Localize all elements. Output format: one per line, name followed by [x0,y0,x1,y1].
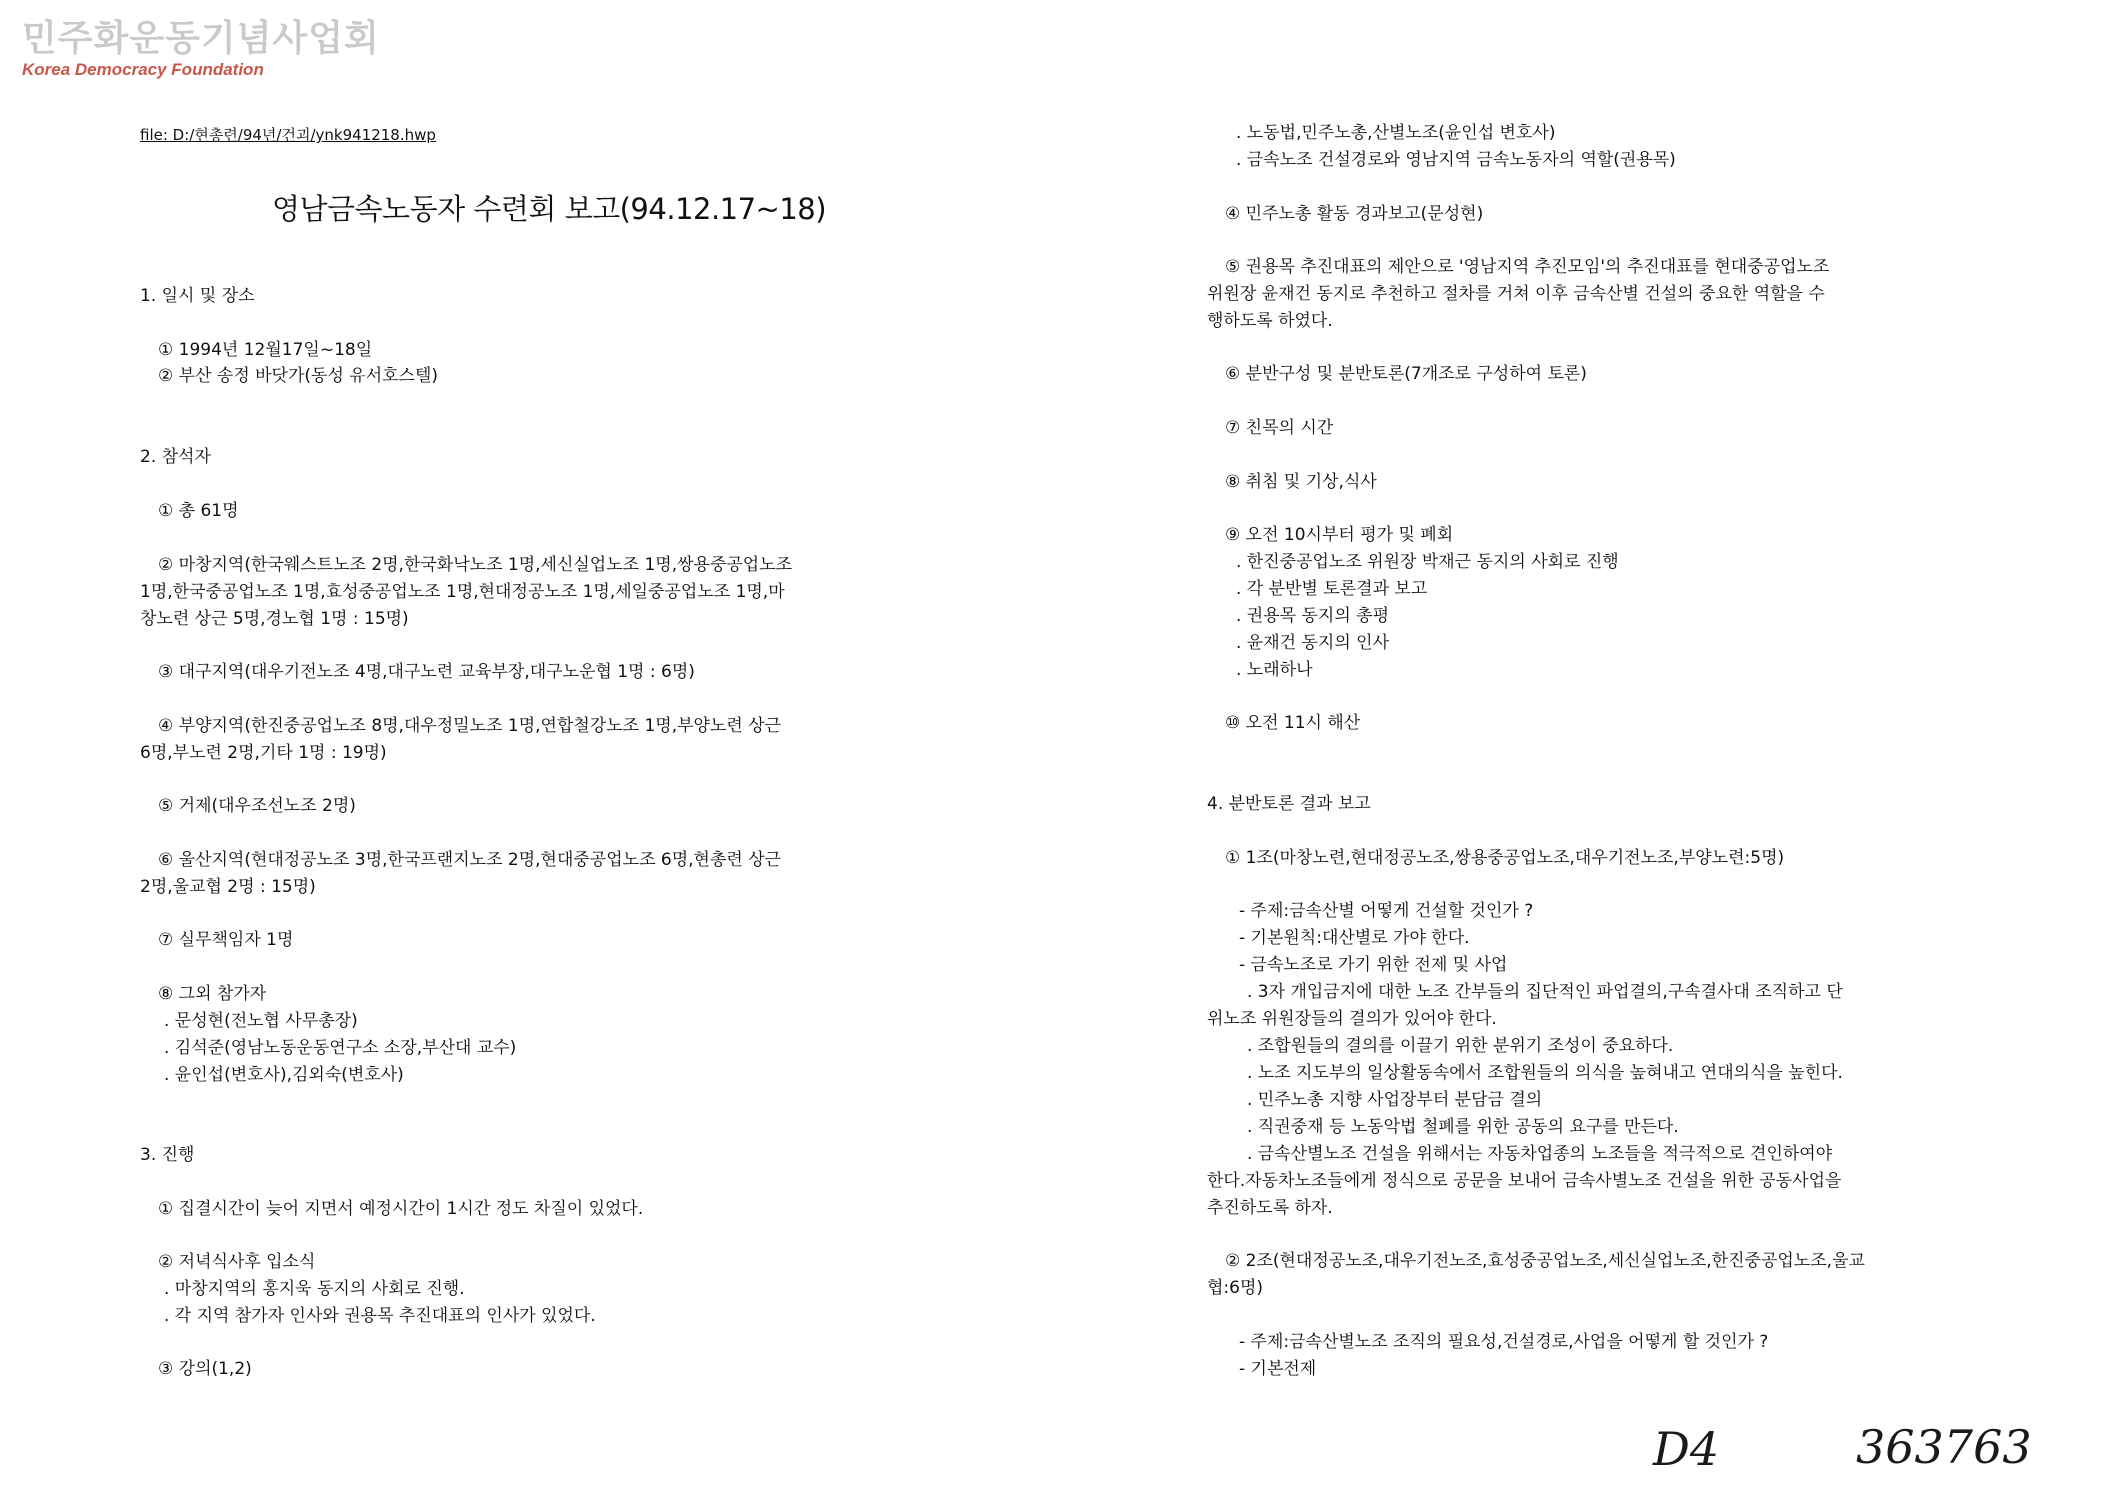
text-line: . 노조 지도부의 일상활동속에서 조합원들의 의식을 높혀내고 연대의식을 높힌다. [1247,1063,1843,1083]
text-line: - 주제:금속산별 어떻게 건설할 것인가 ? [1239,901,1534,921]
text-line: . 3자 개입금지에 대한 노조 간부들의 집단적인 파업결의,구속결사대 조직하고 단 [1247,982,1843,1002]
text-line: ⑧ 그외 참가자 [158,984,267,1004]
text-line: ⑦ 실무책임자 1명 [158,930,294,950]
text-line: . 윤인섭(변호사),김외숙(변호사) [164,1065,404,1085]
text-line: - 기본전제 [1239,1359,1317,1379]
text-line: ② 부산 송정 바닷가(동성 유서호스텔) [158,366,439,386]
text-line: . 민주노총 지향 사업장부터 분담금 결의 [1247,1090,1543,1110]
text-line: ② 마창지역(한국웨스트노조 2명,한국화낙노조 1명,세신실업노조 1명,쌍용중공업노조 [158,555,793,575]
text-line: 창노련 상근 5명,경노협 1명 : 15명) [140,609,409,629]
text-line: . 김석준(영남노동운동연구소 소장,부산대 교수) [164,1038,517,1058]
text-line: ⑧ 취침 및 기상,식사 [1225,472,1377,492]
text-line: ⑥ 울산지역(현대정공노조 3명,한국프랜지노조 2명,현대중공업노조 6명,현총련 상근 [158,850,782,870]
text-line: . 한진중공업노조 위원장 박재근 동지의 사회로 진행 [1236,552,1619,572]
text-line: 협:6명) [1207,1278,1264,1298]
handwritten-mark: D4 [1653,1422,1720,1476]
text-line: 위노조 위원장들의 결의가 있어야 한다. [1207,1009,1497,1029]
text-line: ① 집결시간이 늦어 지면서 예정시간이 1시간 정도 차질이 있었다. [158,1199,644,1219]
text-line: ④ 부양지역(한진중공업노조 8명,대우정밀노조 1명,연합철강노조 1명,부양노련 상근 [158,716,782,736]
text-line: . 노래하나 [1236,660,1313,680]
text-line: - 기본원칙:대산별로 가야 한다. [1239,928,1470,948]
text-line: ② 2조(현대정공노조,대우기전노조,효성중공업노조,세신실업노조,한진중공업노조,울교 [1225,1251,1865,1271]
text-line: ① 1조(마창노련,현대정공노조,쌍용중공업노조,대우기전노조,부양노련:5명) [1225,848,1785,868]
text-line: 행하도록 하였다. [1207,311,1333,331]
text-line: 위원장 윤재건 동지로 추천하고 절차를 거쳐 이후 금속산별 건설의 중요한 역할을 수 [1207,284,1825,304]
text-line: 한다.자동차노조들에게 정식으로 공문을 보내어 금속사별노조 건설을 위한 공동사업을 [1207,1171,1842,1191]
handwritten-number: 363763 [1856,1420,2032,1474]
logo-korean-text: 민주화운동기념사업회 [22,17,380,59]
text-line: 추진하도록 하자. [1207,1198,1333,1218]
text-line: ③ 대구지역(대우기전노조 4명,대구노련 교육부장,대구노운협 1명 : 6명) [158,662,695,682]
text-line: ⑦ 친목의 시간 [1225,418,1334,438]
document-title: 영남금속노동자 수련회 보고(94.12.17~18) [272,192,827,226]
text-line: ⑤ 거제(대우조선노조 2명) [158,796,356,816]
text-line: ④ 민주노총 활동 경과보고(문성현) [1225,204,1484,224]
right-page [1051,0,2103,1498]
section-heading: 1. 일시 및 장소 [140,286,255,306]
text-line: . 마창지역의 홍지욱 동지의 사회로 진행. [164,1279,465,1299]
text-line: 1명,한국중공업노조 1명,효성중공업노조 1명,현대정공노조 1명,세일중공업노조 1명,마 [140,582,785,602]
file-path: file: D:/현총련/94년/건괴/ynk941218.hwp [140,126,436,144]
text-line: . 권용목 동지의 총평 [1236,606,1389,626]
text-line: . 금속산별노조 건설을 위해서는 자동차업종의 노조들을 적극적으로 견인하여야 [1247,1144,1833,1164]
logo-english-text: Korea Democracy Foundation [22,60,264,79]
text-line: - 주제:금속산별노조 조직의 필요성,건설경로,사업을 어떻게 할 것인가 ? [1239,1332,1769,1352]
text-line: . 노동법,민주노총,산별노조(윤인섭 변호사) [1236,123,1556,143]
text-line: ⑨ 오전 10시부터 평가 및 폐회 [1225,525,1454,545]
text-line: . 문성현(전노협 사무총장) [164,1011,358,1031]
text-line: . 윤재건 동지의 인사 [1236,633,1389,653]
text-line: ① 총 61명 [158,501,239,521]
text-line: ② 저녁식사후 입소식 [158,1252,316,1272]
section-heading: 3. 진행 [140,1145,195,1165]
text-line: ⑩ 오전 11시 해산 [1225,713,1361,733]
text-line: ⑥ 분반구성 및 분반토론(7개조로 구성하여 토론) [1225,364,1587,384]
text-line: 2명,울교협 2명 : 15명) [140,877,316,897]
text-line: . 조합원들의 결의를 이끌기 위한 분위기 조성이 중요하다. [1247,1036,1674,1056]
text-line: - 금속노조로 가기 위한 전제 및 사업 [1239,955,1508,975]
text-line: . 직권중재 등 노동악법 철폐를 위한 공동의 요구를 만든다. [1247,1117,1679,1137]
text-line: . 각 분반별 토론결과 보고 [1236,579,1428,599]
text-line: 6명,부노련 2명,기타 1명 : 19명) [140,743,387,763]
text-line: . 금속노조 건설경로와 영남지역 금속노동자의 역할(권용목) [1236,150,1676,170]
left-page [0,0,1050,1498]
section-heading: 4. 분반토론 결과 보고 [1207,794,1371,814]
section-heading: 2. 참석자 [140,447,211,467]
text-line: ① 1994년 12월17일~18일 [158,340,373,360]
text-line: ⑤ 권용목 추진대표의 제안으로 '영남지역 추진모임'의 추진대표를 현대중공업노조 [1225,257,1830,277]
text-line: ③ 강의(1,2) [158,1359,252,1379]
text-line: . 각 지역 참가자 인사와 권용목 추진대표의 인사가 있었다. [164,1306,596,1326]
